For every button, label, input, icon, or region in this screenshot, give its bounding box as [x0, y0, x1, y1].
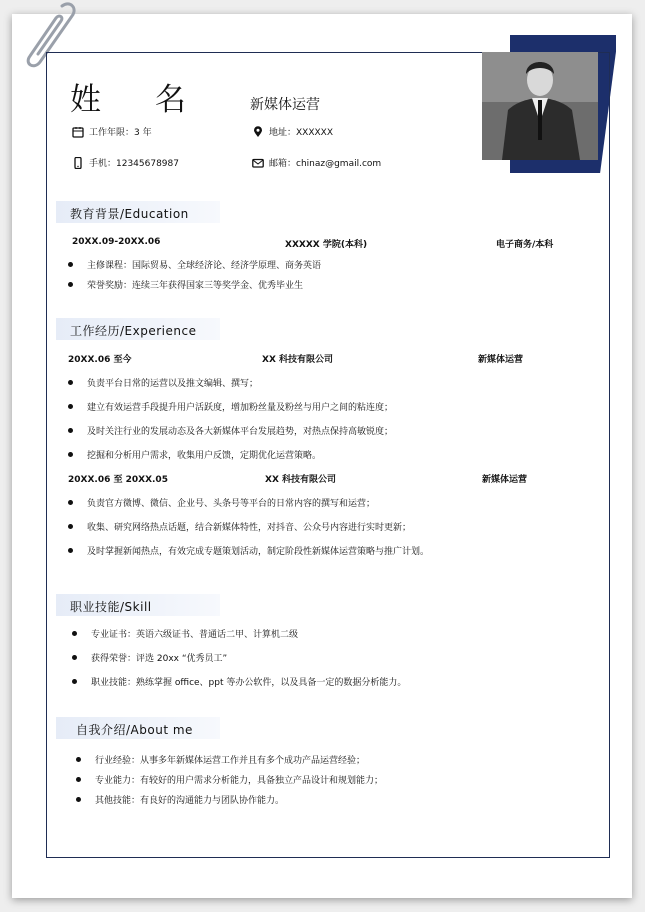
- list-item: [68, 496, 375, 509]
- list-item-text: 挖掘和分析用户需求，收集用户反馈，定期优化运营策略。: [87, 451, 322, 461]
- list-item-text: 其他技能：有良好的沟通能力与团队协作能力。: [95, 796, 285, 806]
- list-item: [68, 448, 321, 461]
- about-heading: [56, 717, 220, 739]
- job-period: 20XX.06 至 20XX.05: [68, 475, 168, 485]
- education-school: XXXXX 学院(本科): [285, 240, 368, 250]
- job-company: XX 科技有限公司: [265, 475, 337, 485]
- list-item: [68, 520, 411, 533]
- skills-heading-text: 职业技能/Skill: [70, 600, 152, 614]
- list-item: [76, 793, 284, 806]
- list-item: [76, 773, 383, 786]
- list-item: [72, 627, 298, 640]
- job-company: XX 科技有限公司: [262, 355, 334, 365]
- person-photo-icon: [482, 52, 598, 160]
- list-item-text: 荣誉奖励：连续三年获得国家三等奖学金、优秀毕业生: [87, 281, 304, 291]
- address-text: 地址：XXXXXX: [269, 128, 333, 138]
- resume-name: 姓 名: [70, 82, 208, 118]
- about-heading-text: 自我介绍/About me: [76, 723, 193, 737]
- list-item: [68, 376, 258, 389]
- list-item-text: 职业技能：熟练掌握 office、ppt 等办公软件，以及具备一定的数据分析能力。: [91, 678, 407, 688]
- phone-text: 手机：12345678987: [89, 159, 179, 169]
- phone: [72, 156, 179, 169]
- list-item-text: 获得荣誉：评选 20xx “优秀员工”: [91, 654, 228, 664]
- job-role: 新媒体运营: [478, 355, 524, 365]
- phone-icon: [72, 157, 84, 169]
- job-title: 新媒体运营: [250, 97, 320, 113]
- work-years-text: 工作年限：3 年: [89, 128, 152, 138]
- calendar-icon: [72, 126, 84, 138]
- list-item-text: 负责官方微博、微信、企业号、头条号等平台的日常内容的撰写和运营；: [87, 499, 376, 509]
- list-item: [68, 424, 393, 437]
- list-item: [68, 258, 321, 271]
- list-item-text: 专业能力：有较好的用户需求分析能力，具备独立产品设计和规划能力；: [95, 776, 384, 786]
- skills-heading: [56, 594, 220, 616]
- list-item-text: 建立有效运营手段提升用户活跃度，增加粉丝量及粉丝与用户之间的粘连度；: [87, 403, 394, 413]
- list-item: [68, 544, 429, 557]
- education-major: 电子商务/本科: [496, 240, 554, 250]
- list-item: [76, 753, 365, 766]
- list-item-text: 行业经验：从事多年新媒体运营工作并且有多个成功产品运营经验；: [95, 756, 366, 766]
- location-pin-icon: [252, 126, 264, 138]
- address: [252, 125, 333, 138]
- education-heading-text: 教育背景/Education: [70, 207, 189, 221]
- list-item-text: 及时关注行业的发展动态及各大新媒体平台发展趋势，对热点保持高敏锐度；: [87, 427, 394, 437]
- experience-heading: [56, 318, 220, 340]
- list-item-text: 专业证书：英语六级证书、普通话二甲、计算机二级: [91, 630, 299, 640]
- list-item-text: 收集、研究网络热点话题，结合新媒体特性，对抖音、公众号内容进行实时更新；: [87, 523, 412, 533]
- job-period: 20XX.06 至今: [68, 355, 132, 365]
- list-item: [68, 278, 303, 291]
- list-item-text: 主修课程：国际贸易、全球经济论、经济学原理、商务英语: [87, 261, 322, 271]
- experience-heading-text: 工作经历/Experience: [70, 324, 197, 338]
- list-item: [72, 651, 227, 664]
- work-years: [72, 125, 152, 138]
- email-text: 邮箱：chinaz@gmail.com: [269, 159, 382, 169]
- education-heading: [56, 201, 220, 223]
- email: [252, 156, 381, 169]
- job-role: 新媒体运营: [482, 475, 528, 485]
- list-item-text: 及时掌握新闻热点，有效完成专题策划活动，制定阶段性新媒体运营策略与推广计划。: [87, 547, 430, 557]
- profile-photo: [482, 52, 598, 160]
- education-period: 20XX.09-20XX.06: [72, 237, 161, 247]
- list-item-text: 负责平台日常的运营以及推文编辑、撰写；: [87, 379, 259, 389]
- list-item: [72, 675, 406, 688]
- mail-icon: [252, 157, 264, 169]
- list-item: [68, 400, 393, 413]
